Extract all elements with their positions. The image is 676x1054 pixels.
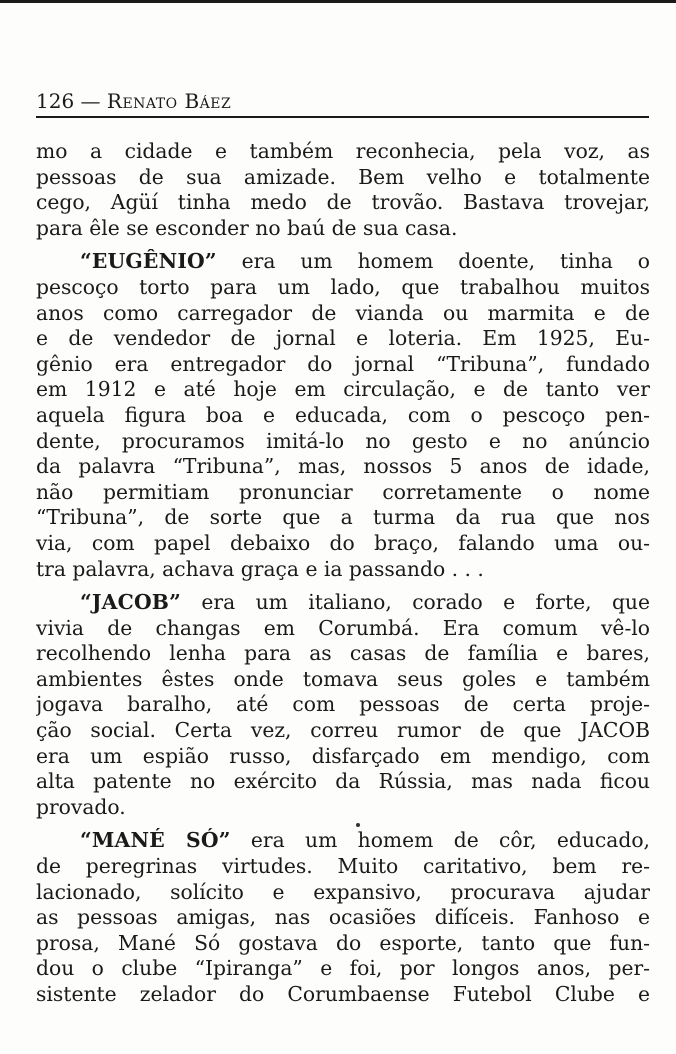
header-rule [36, 116, 649, 118]
text-line: anos como carregador de vianda ou marmita e de [36, 300, 650, 325]
text-line: recolhendo lenha para as casas de família e bares, [36, 641, 650, 666]
text-line: dente, procuramos imitá-lo no gesto e no anúncio [36, 428, 650, 453]
text-line: vivia de changas em Corumbá. Era comum vê-lo [36, 615, 650, 640]
text-line: para êle se esconder no baú de sua casa. [36, 215, 458, 240]
text-line: as pessoas amigas, nas ocasiões difíceis. Fanhoso e [36, 905, 650, 930]
paragraph-lead: “EUGÊNIO” [80, 249, 217, 274]
text-line: alta patente no exército da Rússia, mas nada ficou [36, 769, 650, 794]
paragraph-1 [36, 139, 650, 241]
text-line: prosa, Mané Só gostava do esporte, tanto que fun- [36, 930, 650, 955]
print-speck [356, 823, 360, 827]
text-line: pessoas de sua amizade. Bem velho e totalmente [36, 164, 650, 189]
author-name: Renato Báez [106, 89, 232, 113]
paragraph-2 [36, 249, 650, 582]
text-line: jogava baralho, até com pessoas de certa proje- [36, 692, 650, 717]
paragraph-lead: “JACOB” [80, 590, 182, 615]
text-line: via, com papel debaixo do braço, falando uma ou- [36, 530, 650, 555]
text-line: tra palavra, achava graça e ia passando . . . [36, 556, 484, 581]
text-line-rest: era um homem doente, tinha o [216, 249, 650, 274]
text-line: “Tribuna”, de sorte que a turma da rua que nos [36, 505, 650, 530]
page-number: 126 [36, 89, 75, 113]
text-line: não permitiam pronunciar corretamente o nome [36, 479, 650, 504]
text-line: pescoço torto para um lado, que trabalhou muitos [36, 274, 650, 299]
text-line: cego, Agüí tinha medo de trovão. Bastava trovejar, [36, 190, 650, 215]
text-line: provado. [36, 794, 126, 819]
text-line: ambientes êstes onde tomava seus goles e também [36, 666, 650, 691]
text-line: dou o clube “Ipiranga” e foi, por longos anos, per- [36, 956, 650, 981]
text-line: da palavra “Tribuna”, mas, nossos 5 anos de idade, [36, 454, 650, 479]
text-line: em 1912 e até hoje em circulação, e de tanto ver [36, 377, 650, 402]
text-line-rest: era um italiano, corado e forte, que [181, 590, 650, 615]
text-line: era um espião russo, disfarçado em mendigo, com [36, 743, 650, 768]
paragraph-4 [36, 828, 650, 1007]
text-line-rest: era um homem de côr, educado, [230, 828, 650, 853]
top-edge-rule [0, 0, 676, 3]
text-line: e de vendedor de jornal e loteria. Em 1925, Eu- [36, 326, 650, 351]
paragraph-3 [36, 590, 650, 820]
text-line: gênio era entregador do jornal “Tribuna”, fundado [36, 351, 650, 376]
paragraph-lead: “MANÉ SÓ” [80, 828, 231, 853]
text-line: lacionado, solícito e expansivo, procurava ajudar [36, 879, 650, 904]
text-line [36, 590, 650, 616]
text-line: de peregrinas virtudes. Muito caritativo, bem re- [36, 854, 650, 879]
text-line: mo a cidade e também reconhecia, pela voz, as [36, 139, 650, 163]
body-text [36, 139, 650, 1008]
text-line [36, 249, 650, 275]
running-head [36, 86, 652, 116]
header-separator: — [80, 89, 101, 113]
text-line: aquela figura boa e educada, com o pescoço pen- [36, 402, 650, 427]
text-line: sistente zelador do Corumbaense Futebol Clube e [36, 982, 650, 1006]
text-line: ção social. Certa vez, correu rumor de que JACOB [36, 718, 650, 743]
text-line [36, 828, 650, 854]
